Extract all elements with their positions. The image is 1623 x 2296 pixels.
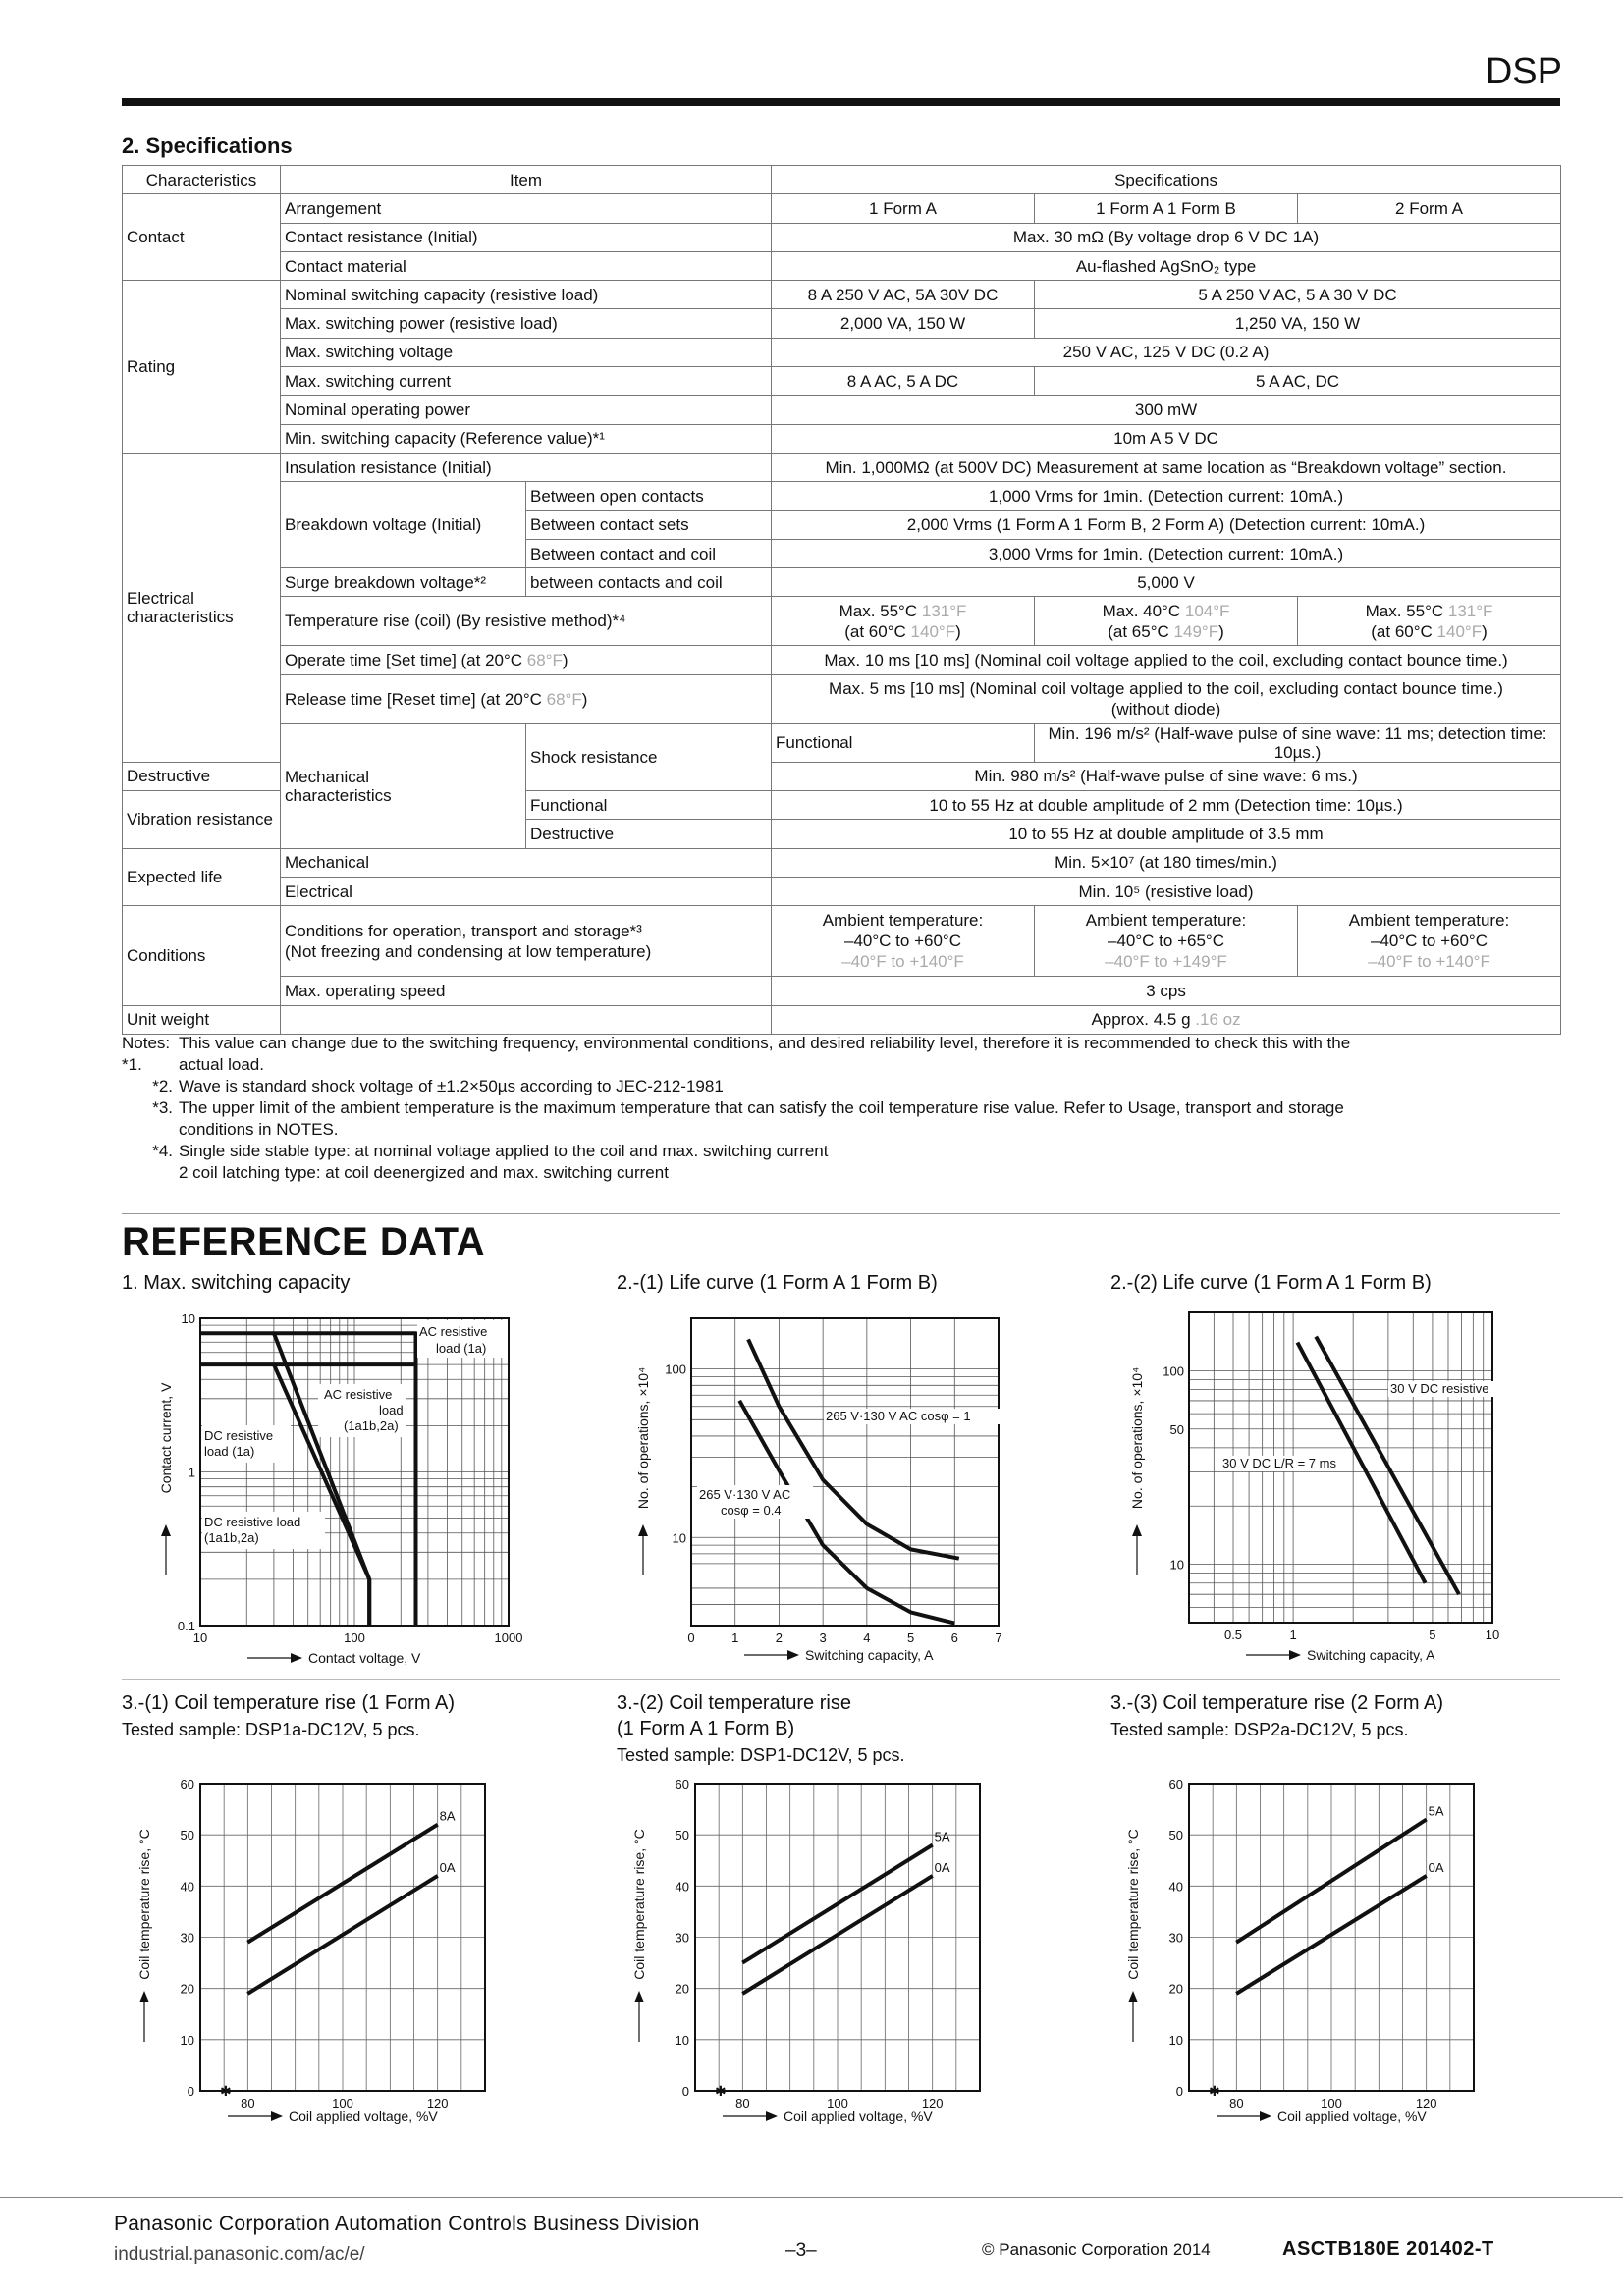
y-tick-label: 50 xyxy=(180,1828,194,1843)
sub-item-cell: Between contact and coil xyxy=(526,539,772,567)
spec-text: –40°C to +60°C xyxy=(844,932,961,951)
item-cell: Electrical xyxy=(281,877,772,905)
max-switching-capacity-chart xyxy=(122,1301,554,1674)
spec-cell: Min. 5×10⁷ (at 180 times/min.) xyxy=(772,848,1561,877)
note-key xyxy=(122,1033,179,1076)
specifications-table xyxy=(122,165,1561,1035)
spec-cell: 2,000 Vrms (1 Form A 1 Form B, 2 Form A) (Detection current: 10mA.) xyxy=(772,510,1561,539)
series-label: (1a1b,2a) xyxy=(204,1530,259,1545)
spec-text: –40°C to +60°C xyxy=(1371,932,1488,951)
notes xyxy=(122,1033,1560,1184)
item-cell: Nominal switching capacity (resistive load) xyxy=(281,281,772,309)
spec-cell: 5 A 250 V AC, 5 A 30 V DC xyxy=(1035,281,1561,309)
characteristic-label: Contact xyxy=(123,194,281,281)
spec-text: Max. 55°C xyxy=(1365,601,1448,620)
document-code: ASCTB180E 201402-T xyxy=(1282,2238,1494,2260)
page-number: –3– xyxy=(785,2240,817,2261)
x-tick-label: 80 xyxy=(1229,2096,1244,2110)
series-label: 30 V DC L/R = 7 ms xyxy=(1222,1456,1336,1470)
y-tick-label: 30 xyxy=(675,1930,689,1946)
spec-cell xyxy=(1298,906,1561,977)
series-label: 5A xyxy=(1428,1803,1444,1819)
characteristic-label: Conditions xyxy=(123,906,281,1005)
footer-company: Panasonic Corporation Automation Controls Business Division xyxy=(114,2213,700,2235)
item-text-f: 68°F xyxy=(546,689,582,709)
label-line: Electrical xyxy=(127,588,194,608)
y-tick-label: 0 xyxy=(681,2084,689,2099)
item-text: ) xyxy=(581,689,588,709)
note-item xyxy=(122,1033,1560,1076)
x-axis-label: Switching capacity, A xyxy=(1307,1647,1435,1663)
spec-cell: Max. 10 ms [10 ms] (Nominal coil voltage applied to the coil, excluding contact bounce time.) xyxy=(772,646,1561,674)
table-row xyxy=(123,906,1561,977)
item-cell: Temperature rise (coil) (By resistive method)*⁴ xyxy=(281,597,772,646)
note-item xyxy=(122,1141,1560,1184)
y-tick-label: 50 xyxy=(1168,1828,1183,1843)
table-row xyxy=(123,194,1561,223)
spec-text-f: 131°F xyxy=(1447,601,1493,620)
spec-text-f: 104°F xyxy=(1184,601,1230,620)
spec-cell: 1,250 VA, 150 W xyxy=(1035,309,1561,338)
spec-cell: 8 A AC, 5 A DC xyxy=(772,367,1035,396)
item-text: Release time [Reset time] (at 20°C xyxy=(285,689,547,709)
x-axis-label: Contact voltage, V xyxy=(308,1650,421,1666)
x-axis-arrowhead xyxy=(766,2111,778,2121)
y-tick-label: 10 xyxy=(180,2032,194,2048)
item-cell: Min. switching capacity (Reference value)*¹ xyxy=(281,424,772,453)
spec-text: ) xyxy=(955,621,961,641)
spec-text-f: 140°F xyxy=(910,621,956,641)
y-tick-label: 100 xyxy=(1163,1363,1184,1379)
coil-temperature-chart-3 xyxy=(1110,1767,1542,2140)
series-label: load (1a) xyxy=(436,1341,487,1356)
tested-sample: Tested sample: DSP2a-DC12V, 5 pcs. xyxy=(1110,1720,1409,1739)
spec-cell: 5 A AC, DC xyxy=(1035,367,1561,396)
y-tick-label: 60 xyxy=(180,1777,194,1791)
y-tick-label: 50 xyxy=(675,1828,689,1843)
item-cell: Insulation resistance (Initial) xyxy=(281,453,772,481)
table-row xyxy=(123,646,1561,674)
table-row xyxy=(123,1005,1561,1034)
x-tick-label: 80 xyxy=(241,2096,255,2110)
series-label: 5A xyxy=(934,1829,950,1844)
y-axis-arrowhead xyxy=(161,1524,171,1536)
item-cell xyxy=(281,1005,772,1034)
table-header-row xyxy=(123,166,1561,194)
x-tick-label: 100 xyxy=(1321,2096,1342,2110)
spec-cell xyxy=(1035,597,1298,646)
spec-text-f: –40°F to +140°F xyxy=(1368,952,1490,972)
item-cell: Arrangement xyxy=(281,194,772,223)
note-line: actual load. xyxy=(179,1055,264,1074)
item-text: (Not freezing and condensing at low temperature) xyxy=(285,941,652,961)
series-label: 0A xyxy=(934,1859,950,1875)
note-line: The upper limit of the ambient temperature is the maximum temperature that can satisfy the coil temperature rise value. Refer to Usage, transport and storage xyxy=(179,1098,1344,1117)
table-row xyxy=(123,396,1561,424)
table-row xyxy=(123,453,1561,481)
y-axis-label: Coil temperature rise, °C xyxy=(631,1829,647,1980)
notes-label: Notes: xyxy=(122,1034,171,1052)
x-tick-label: 10 xyxy=(1485,1628,1500,1642)
characteristic-label: Unit weight xyxy=(123,1005,281,1034)
x-tick-label: 0 xyxy=(687,1630,695,1645)
table-row xyxy=(123,568,1561,597)
spec-text: Max. 55°C xyxy=(839,601,922,620)
spec-text-oz: .16 oz xyxy=(1195,1010,1241,1030)
note-text xyxy=(179,1097,1560,1141)
spec-cell: 3 cps xyxy=(772,977,1561,1005)
spec-text-f: 149°F xyxy=(1173,621,1219,641)
series-code: DSP xyxy=(1485,51,1562,92)
col-header: Specifications xyxy=(772,166,1561,194)
section-divider xyxy=(122,1213,1560,1214)
note-line: Wave is standard shock voltage of ±1.2×50µs according to JEC-212-1981 xyxy=(179,1077,724,1095)
x-tick-label: 10 xyxy=(192,1630,208,1645)
note-line: This value can change due to the switching frequency, environmental conditions, and desired reliability level, therefore it is recommended to check this with the xyxy=(179,1034,1351,1052)
y-tick-label: 40 xyxy=(675,1879,689,1895)
y-tick-label: 10 xyxy=(181,1311,195,1326)
spec-text: (at 65°C xyxy=(1108,621,1174,641)
spec-text-f: –40°F to +140°F xyxy=(841,952,964,972)
x-tick-label: 7 xyxy=(995,1630,1002,1645)
y-axis-label: Coil temperature rise, °C xyxy=(136,1829,152,1980)
series-label: AC resistive xyxy=(324,1387,393,1402)
x-tick-label: 1 xyxy=(731,1630,739,1645)
y-axis-arrowhead xyxy=(139,1991,149,2002)
series-label: 0A xyxy=(1428,1859,1444,1875)
series-label: cosφ = 0.4 xyxy=(721,1503,782,1518)
item-cell: Max. switching voltage xyxy=(281,338,772,366)
capacity-series-line xyxy=(274,1333,369,1626)
item-cell: Vibration resistance xyxy=(123,791,281,849)
table-row xyxy=(123,309,1561,338)
y-axis-arrowhead xyxy=(1128,1991,1138,2002)
characteristic-label xyxy=(123,453,281,762)
spec-text: (at 60°C xyxy=(844,621,911,641)
plot-frame xyxy=(691,1318,999,1626)
section-divider xyxy=(122,1679,1560,1680)
y-tick-label: 10 xyxy=(675,2032,689,2048)
x-tick-label: 6 xyxy=(950,1630,958,1645)
sub-item-cell: Functional xyxy=(526,791,772,820)
note-num: *2. xyxy=(152,1077,173,1095)
spec-cell: 10 to 55 Hz at double amplitude of 3.5 mm xyxy=(772,820,1561,848)
label-line: characteristics xyxy=(285,785,392,805)
spec-cell: 1 Form A xyxy=(772,194,1035,223)
table-row xyxy=(123,251,1561,280)
life-curve-chart-2 xyxy=(1110,1301,1542,1674)
spec-cell: Min. 980 m/s² (Half-wave pulse of sine wave: 6 ms.) xyxy=(772,762,1561,790)
x-tick-label: 100 xyxy=(827,2096,848,2110)
label-line: Mechanical xyxy=(285,767,369,786)
spec-cell: Au-flashed AgSnO₂ type xyxy=(772,251,1561,280)
series-label: 8A xyxy=(439,1808,456,1824)
life-series-line xyxy=(1316,1337,1459,1595)
table-row xyxy=(123,877,1561,905)
item-text: ) xyxy=(562,651,568,670)
chart-title-line: 3.-(2) Coil temperature rise xyxy=(617,1692,851,1714)
spec-cell xyxy=(772,1005,1561,1034)
sub-item-cell: Between contact sets xyxy=(526,510,772,539)
spec-text: Ambient temperature: xyxy=(1085,911,1247,931)
table-row xyxy=(123,848,1561,877)
chart-title xyxy=(617,1690,851,1741)
spec-cell: 10m A 5 V DC xyxy=(772,424,1561,453)
series-label: load (1a) xyxy=(204,1444,255,1459)
table-row xyxy=(123,338,1561,366)
spec-text: Max. 5 ms [10 ms] (Nominal coil voltage applied to the coil, excluding contact bounce time.) xyxy=(829,679,1503,699)
note-num: *4. xyxy=(152,1142,173,1160)
spec-cell: 300 mW xyxy=(772,396,1561,424)
tested-sample: Tested sample: DSP1-DC12V, 5 pcs. xyxy=(617,1745,905,1765)
x-axis-arrowhead xyxy=(787,1650,799,1660)
x-tick-label: 3 xyxy=(819,1630,827,1645)
y-tick-label: 40 xyxy=(180,1879,194,1895)
spec-cell xyxy=(772,906,1035,977)
spec-text: (at 60°C xyxy=(1371,621,1437,641)
spec-cell xyxy=(772,597,1035,646)
x-tick-label: 100 xyxy=(344,1630,365,1645)
sub-item-cell: Destructive xyxy=(526,820,772,848)
x-tick-label: 5 xyxy=(906,1630,915,1645)
x-axis-label: Coil applied voltage, %V xyxy=(784,2109,933,2124)
spec-text: (without diode) xyxy=(1110,700,1221,720)
note-num: *3. xyxy=(152,1098,173,1117)
note-line: conditions in NOTES. xyxy=(179,1120,339,1139)
x-tick-label: 120 xyxy=(921,2096,944,2110)
item-cell: Breakdown voltage (Initial) xyxy=(281,482,526,568)
y-tick-label: 30 xyxy=(1168,1930,1183,1946)
x-axis-arrowhead xyxy=(1289,1650,1301,1660)
spec-text: Max. 40°C xyxy=(1102,601,1185,620)
item-text: Conditions for operation, transport and storage*³ xyxy=(285,921,642,940)
copyright: © Panasonic Corporation 2014 xyxy=(982,2240,1211,2259)
item-cell: Mechanical xyxy=(281,848,772,877)
spec-cell: 1,000 Vrms for 1min. (Detection current: 10mA.) xyxy=(772,482,1561,510)
label-line: characteristics xyxy=(127,607,234,626)
y-tick-label: 60 xyxy=(675,1777,689,1791)
spec-text: Ambient temperature: xyxy=(1348,911,1510,931)
y-axis-label: Coil temperature rise, °C xyxy=(1125,1829,1141,1980)
series-label: 265 V·130 V AC cosφ = 1 xyxy=(826,1409,971,1423)
note-item xyxy=(122,1097,1560,1141)
x-axis-arrowhead xyxy=(1260,2111,1271,2121)
x-tick-label: 5 xyxy=(1429,1628,1436,1642)
chart-title: 2.-(1) Life curve (1 Form A 1 Form B) xyxy=(617,1272,938,1294)
axis-break-mark: ✱ xyxy=(715,2083,727,2099)
y-axis-arrowhead xyxy=(634,1991,644,2002)
y-axis-arrowhead xyxy=(638,1524,648,1536)
spec-cell: 2 Form A xyxy=(1298,194,1561,223)
y-axis-arrowhead xyxy=(1132,1524,1142,1536)
spec-text-f: –40°F to +149°F xyxy=(1105,952,1227,972)
sub-item-cell: Functional xyxy=(772,723,1035,762)
y-tick-label: 100 xyxy=(665,1362,686,1377)
x-tick-label: 0.5 xyxy=(1223,1628,1243,1642)
spec-cell: 5,000 V xyxy=(772,568,1561,597)
table-row xyxy=(123,223,1561,251)
x-tick-label: 120 xyxy=(426,2096,449,2110)
item-cell: Shock resistance xyxy=(526,723,772,790)
item-cell xyxy=(281,674,772,723)
item-cell: Max. switching power (resistive load) xyxy=(281,309,772,338)
series-label: DC resistive load xyxy=(204,1515,301,1529)
y-axis-label: No. of operations, ×10⁴ xyxy=(635,1366,651,1510)
reference-heading: REFERENCE DATA xyxy=(122,1220,485,1263)
table-row xyxy=(123,281,1561,309)
life-series-line xyxy=(748,1339,959,1558)
col-header: Item xyxy=(281,166,772,194)
y-tick-label: 10 xyxy=(1169,1557,1184,1573)
series-label: 30 V DC resistive xyxy=(1390,1381,1489,1396)
coil-temperature-chart-2 xyxy=(617,1767,1049,2140)
footer-url[interactable]: industrial.panasonic.com/ac/e/ xyxy=(114,2244,365,2265)
series-label: load xyxy=(379,1403,404,1417)
spec-text: Ambient temperature: xyxy=(822,911,984,931)
tested-sample: Tested sample: DSP1a-DC12V, 5 pcs. xyxy=(122,1720,420,1739)
y-tick-label: 10 xyxy=(672,1530,686,1546)
life-curve-chart-1 xyxy=(617,1301,1049,1674)
spec-text: ) xyxy=(1482,621,1488,641)
x-tick-label: 2 xyxy=(775,1630,784,1645)
x-tick-label: 80 xyxy=(735,2096,750,2110)
y-tick-label: 30 xyxy=(180,1930,194,1946)
x-axis-arrowhead xyxy=(271,2111,283,2121)
table-row xyxy=(123,482,1561,510)
spec-cell xyxy=(772,674,1561,723)
footer-rule xyxy=(0,2197,1623,2198)
item-text: Operate time [Set time] (at 20°C xyxy=(285,651,527,670)
x-tick-label: 120 xyxy=(1415,2096,1437,2110)
y-tick-label: 20 xyxy=(675,1981,689,1997)
y-tick-label: 1 xyxy=(188,1465,195,1480)
x-axis-label: Coil applied voltage, %V xyxy=(289,2109,438,2124)
item-cell: Contact material xyxy=(281,251,772,280)
item-cell: Max. switching current xyxy=(281,367,772,396)
table-row xyxy=(123,597,1561,646)
x-tick-label: 4 xyxy=(863,1630,871,1645)
sub-item-cell: Between open contacts xyxy=(526,482,772,510)
y-tick-label: 10 xyxy=(1168,2032,1183,2048)
spec-cell: 8 A 250 V AC, 5A 30V DC xyxy=(772,281,1035,309)
coil-temperature-chart-1 xyxy=(122,1767,554,2140)
section-title: 2. Specifications xyxy=(122,133,293,158)
item-text-f: 68°F xyxy=(526,651,563,670)
table-row xyxy=(123,674,1561,723)
characteristic-label: Expected life xyxy=(123,848,281,906)
note-text xyxy=(179,1076,1560,1097)
spec-cell: 1 Form A 1 Form B xyxy=(1035,194,1298,223)
x-tick-label: 1 xyxy=(1289,1628,1297,1642)
y-axis-label: No. of operations, ×10⁴ xyxy=(1129,1366,1145,1510)
table-row xyxy=(123,424,1561,453)
spec-cell: 10 to 55 Hz at double amplitude of 2 mm (Detection time: 10µs.) xyxy=(772,791,1561,820)
sub-item-cell: Destructive xyxy=(123,762,281,790)
chart-title: 3.-(3) Coil temperature rise (2 Form A) xyxy=(1110,1692,1443,1714)
item-cell: Surge breakdown voltage*² xyxy=(281,568,526,597)
series-label: 265 V·130 V AC xyxy=(699,1487,791,1502)
item-cell xyxy=(281,646,772,674)
spec-cell xyxy=(1035,906,1298,977)
spec-text: –40°C to +65°C xyxy=(1108,932,1224,951)
table-row xyxy=(123,977,1561,1005)
note-num: *1. xyxy=(122,1055,142,1074)
axis-break-mark: ✱ xyxy=(220,2083,232,2099)
item-cell: Max. operating speed xyxy=(281,977,772,1005)
series-label: AC resistive xyxy=(419,1324,488,1339)
x-axis-label: Coil applied voltage, %V xyxy=(1277,2109,1427,2124)
x-tick-label: 1000 xyxy=(494,1630,523,1645)
y-tick-label: 0 xyxy=(1175,2084,1183,2099)
col-header: Characteristics xyxy=(123,166,281,194)
y-tick-label: 60 xyxy=(1168,1777,1183,1791)
series-label: DC resistive xyxy=(204,1428,274,1443)
sub-item-cell: between contacts and coil xyxy=(526,568,772,597)
spec-cell: 3,000 Vrms for 1min. (Detection current: 10mA.) xyxy=(772,539,1561,567)
spec-cell xyxy=(1298,597,1561,646)
header-rule xyxy=(122,98,1560,106)
y-tick-label: 50 xyxy=(1169,1421,1184,1437)
series-label: 0A xyxy=(439,1859,456,1875)
spec-cell: 2,000 VA, 150 W xyxy=(772,309,1035,338)
characteristic-label xyxy=(281,723,526,848)
note-text xyxy=(179,1033,1560,1076)
item-cell: Nominal operating power xyxy=(281,396,772,424)
y-tick-label: 0 xyxy=(187,2084,194,2099)
spec-cell: Min. 10⁵ (resistive load) xyxy=(772,877,1561,905)
axis-break-mark: ✱ xyxy=(1209,2083,1220,2099)
y-tick-label: 0.1 xyxy=(177,1619,195,1633)
spec-cell: 250 V AC, 125 V DC (0.2 A) xyxy=(772,338,1561,366)
table-row xyxy=(123,367,1561,396)
y-tick-label: 20 xyxy=(1168,1981,1183,1997)
item-cell: Contact resistance (Initial) xyxy=(281,223,772,251)
note-line: Single side stable type: at nominal voltage applied to the coil and max. switching current xyxy=(179,1142,829,1160)
y-tick-label: 40 xyxy=(1168,1879,1183,1895)
x-tick-label: 100 xyxy=(332,2096,353,2110)
chart-title-line: (1 Form A 1 Form B) xyxy=(617,1718,795,1739)
note-item xyxy=(122,1076,1560,1097)
spec-text-f: 140°F xyxy=(1436,621,1483,641)
chart-title: 2.-(2) Life curve (1 Form A 1 Form B) xyxy=(1110,1272,1432,1294)
spec-cell: Min. 196 m/s² (Half-wave pulse of sine wave: 11 ms; detection time: 10µs.) xyxy=(1035,723,1561,762)
spec-text-f: 131°F xyxy=(921,601,967,620)
spec-text: ) xyxy=(1218,621,1224,641)
spec-cell: Max. 30 mΩ (By voltage drop 6 V DC 1A) xyxy=(772,223,1561,251)
note-text xyxy=(179,1141,1560,1184)
note-line: 2 coil latching type: at coil deenergized and max. switching current xyxy=(179,1163,669,1182)
characteristic-label: Rating xyxy=(123,281,281,454)
y-axis-label: Contact current, V xyxy=(158,1382,174,1494)
table-row xyxy=(123,723,1561,762)
chart-title: 3.-(1) Coil temperature rise (1 Form A) xyxy=(122,1692,455,1714)
y-tick-label: 20 xyxy=(180,1981,194,1997)
chart-title: 1. Max. switching capacity xyxy=(122,1272,351,1294)
item-cell xyxy=(281,906,772,977)
spec-text: Approx. 4.5 g xyxy=(1091,1010,1196,1030)
x-axis-arrowhead xyxy=(291,1653,302,1663)
spec-cell: Min. 1,000MΩ (at 500V DC) Measurement at same location as “Breakdown voltage” section. xyxy=(772,453,1561,481)
x-axis-label: Switching capacity, A xyxy=(805,1647,934,1663)
series-label: (1a1b,2a) xyxy=(344,1418,399,1433)
